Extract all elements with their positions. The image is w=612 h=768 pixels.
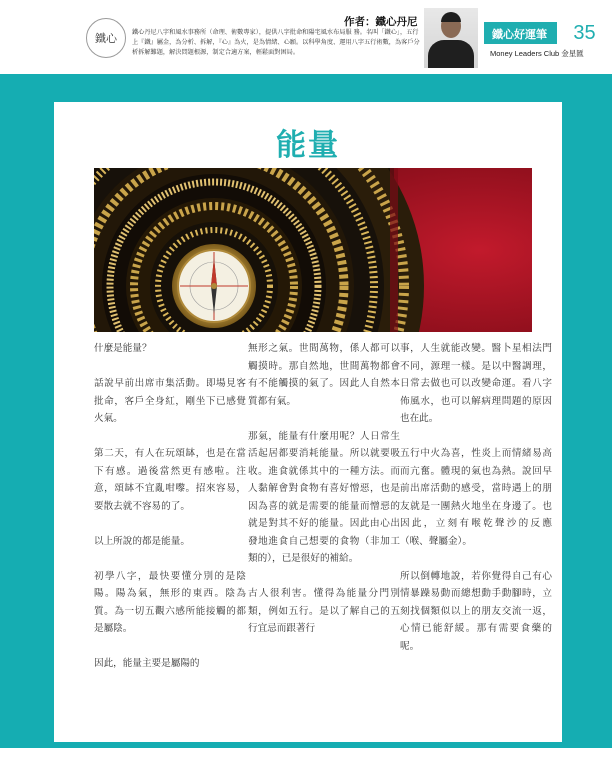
footer-strip — [0, 748, 612, 768]
paragraph: 什麼是能量？ — [94, 343, 152, 354]
article-column-1 — [94, 340, 246, 690]
column-title: 鐵心好運筆 — [492, 28, 547, 41]
paragraph: 那氣，能量有什麼用呢？人日常生活起居都要消耗能量。所以就要吸收。進食就係其中的一種方法。而人黏解會對食物有喜好憎惡，也是因為喜的就是需要的能量而憎惡的就是對其不好的能量。因此由心出發地進食自己想要的食物（非加工類的），已是很好的補給。 — [248, 430, 400, 564]
paragraph: 無形之氣。世間萬物，係人都可以觸摸時。那自然地，世間萬物都會有不能觸摸的氣了。因此人自然本質都有氣。 — [248, 343, 400, 407]
paragraph: 話說早前出席市集活動。即場見客批命，客戶全身紅，剛坐下已感覺火氣。 — [94, 378, 246, 424]
paragraph: 所以倒轉地說，若你覺得自己有心情暴躁易動而總想動手動腳時，立刻找個類似以上的朋友交流一返，心情已能舒緩。那有需要食藥的呢。 — [400, 570, 552, 652]
page-number: 35 — [556, 22, 612, 44]
club-name: Money Leaders Club 金星匯 — [490, 49, 584, 58]
logo-seal — [86, 18, 126, 58]
hero-image-compass — [94, 168, 532, 332]
author-intro: 鐵心丹尼八字和風水事務所（命理、術數專家），提供八字批命和陽宅風水布局服 務。名叫「鐵心」，五行上『鐵』屬金，為分析、拆解，『心』為火，是為情緒、心願。以科學角度、運用八字五行術數，為客戶分析拆解難題，解決問題根源，制定合適方案，輕鬆面對困局。 — [132, 29, 420, 56]
paragraph: 五行中火為喜，性炎上而情緒易高而亢奮。體現的氣也為熱。說回早前出席活動的感受，當時遇上的朋友就是一團熱火地坐在身邊了。也因此，立刻有喉乾聲沙的反應（喉、聲屬金）。 — [400, 448, 552, 547]
paragraph: 第二天，有人在玩頌缽，也是在當下有感。過後當然更有感啦。注意，頌缽不宜亂咁嚟。招來容易，要散去就不容易的了。 — [94, 448, 246, 512]
article-card — [54, 102, 562, 742]
article-column-2 — [248, 340, 400, 655]
logo-text: 鐵心 — [95, 32, 117, 45]
paragraph: 古人很利害。懂得為能量分門別類，例如五行。是以了解自己的五行宜忌而跟著行 — [248, 588, 400, 634]
paragraph: 事，人生就能改變。醫卜星相法門不同，源理一樣。是以中醫調理，日常去做也可以改變命運。看八字佈風水，也可以解病理問題的原因也在此。 — [400, 343, 552, 424]
article-title: 能量 — [276, 128, 340, 163]
paragraph: 因此，能量主要是屬陽的 — [94, 658, 200, 669]
luopan-compass-illustration — [94, 168, 532, 332]
column-tag — [484, 22, 612, 44]
page-header — [0, 0, 612, 74]
author-photo — [424, 8, 478, 68]
paragraph: 初學八字，最快要懂分別的是陰陽。陽為氣，無形的東西。陰為質。為一切五觀六感所能接觸的都是屬陰。 — [94, 570, 246, 634]
paragraph: 以上所說的都是能量。 — [94, 535, 190, 547]
author-label: 作者：鐵心丹尼 — [344, 16, 418, 28]
article-column-3 — [400, 340, 552, 673]
